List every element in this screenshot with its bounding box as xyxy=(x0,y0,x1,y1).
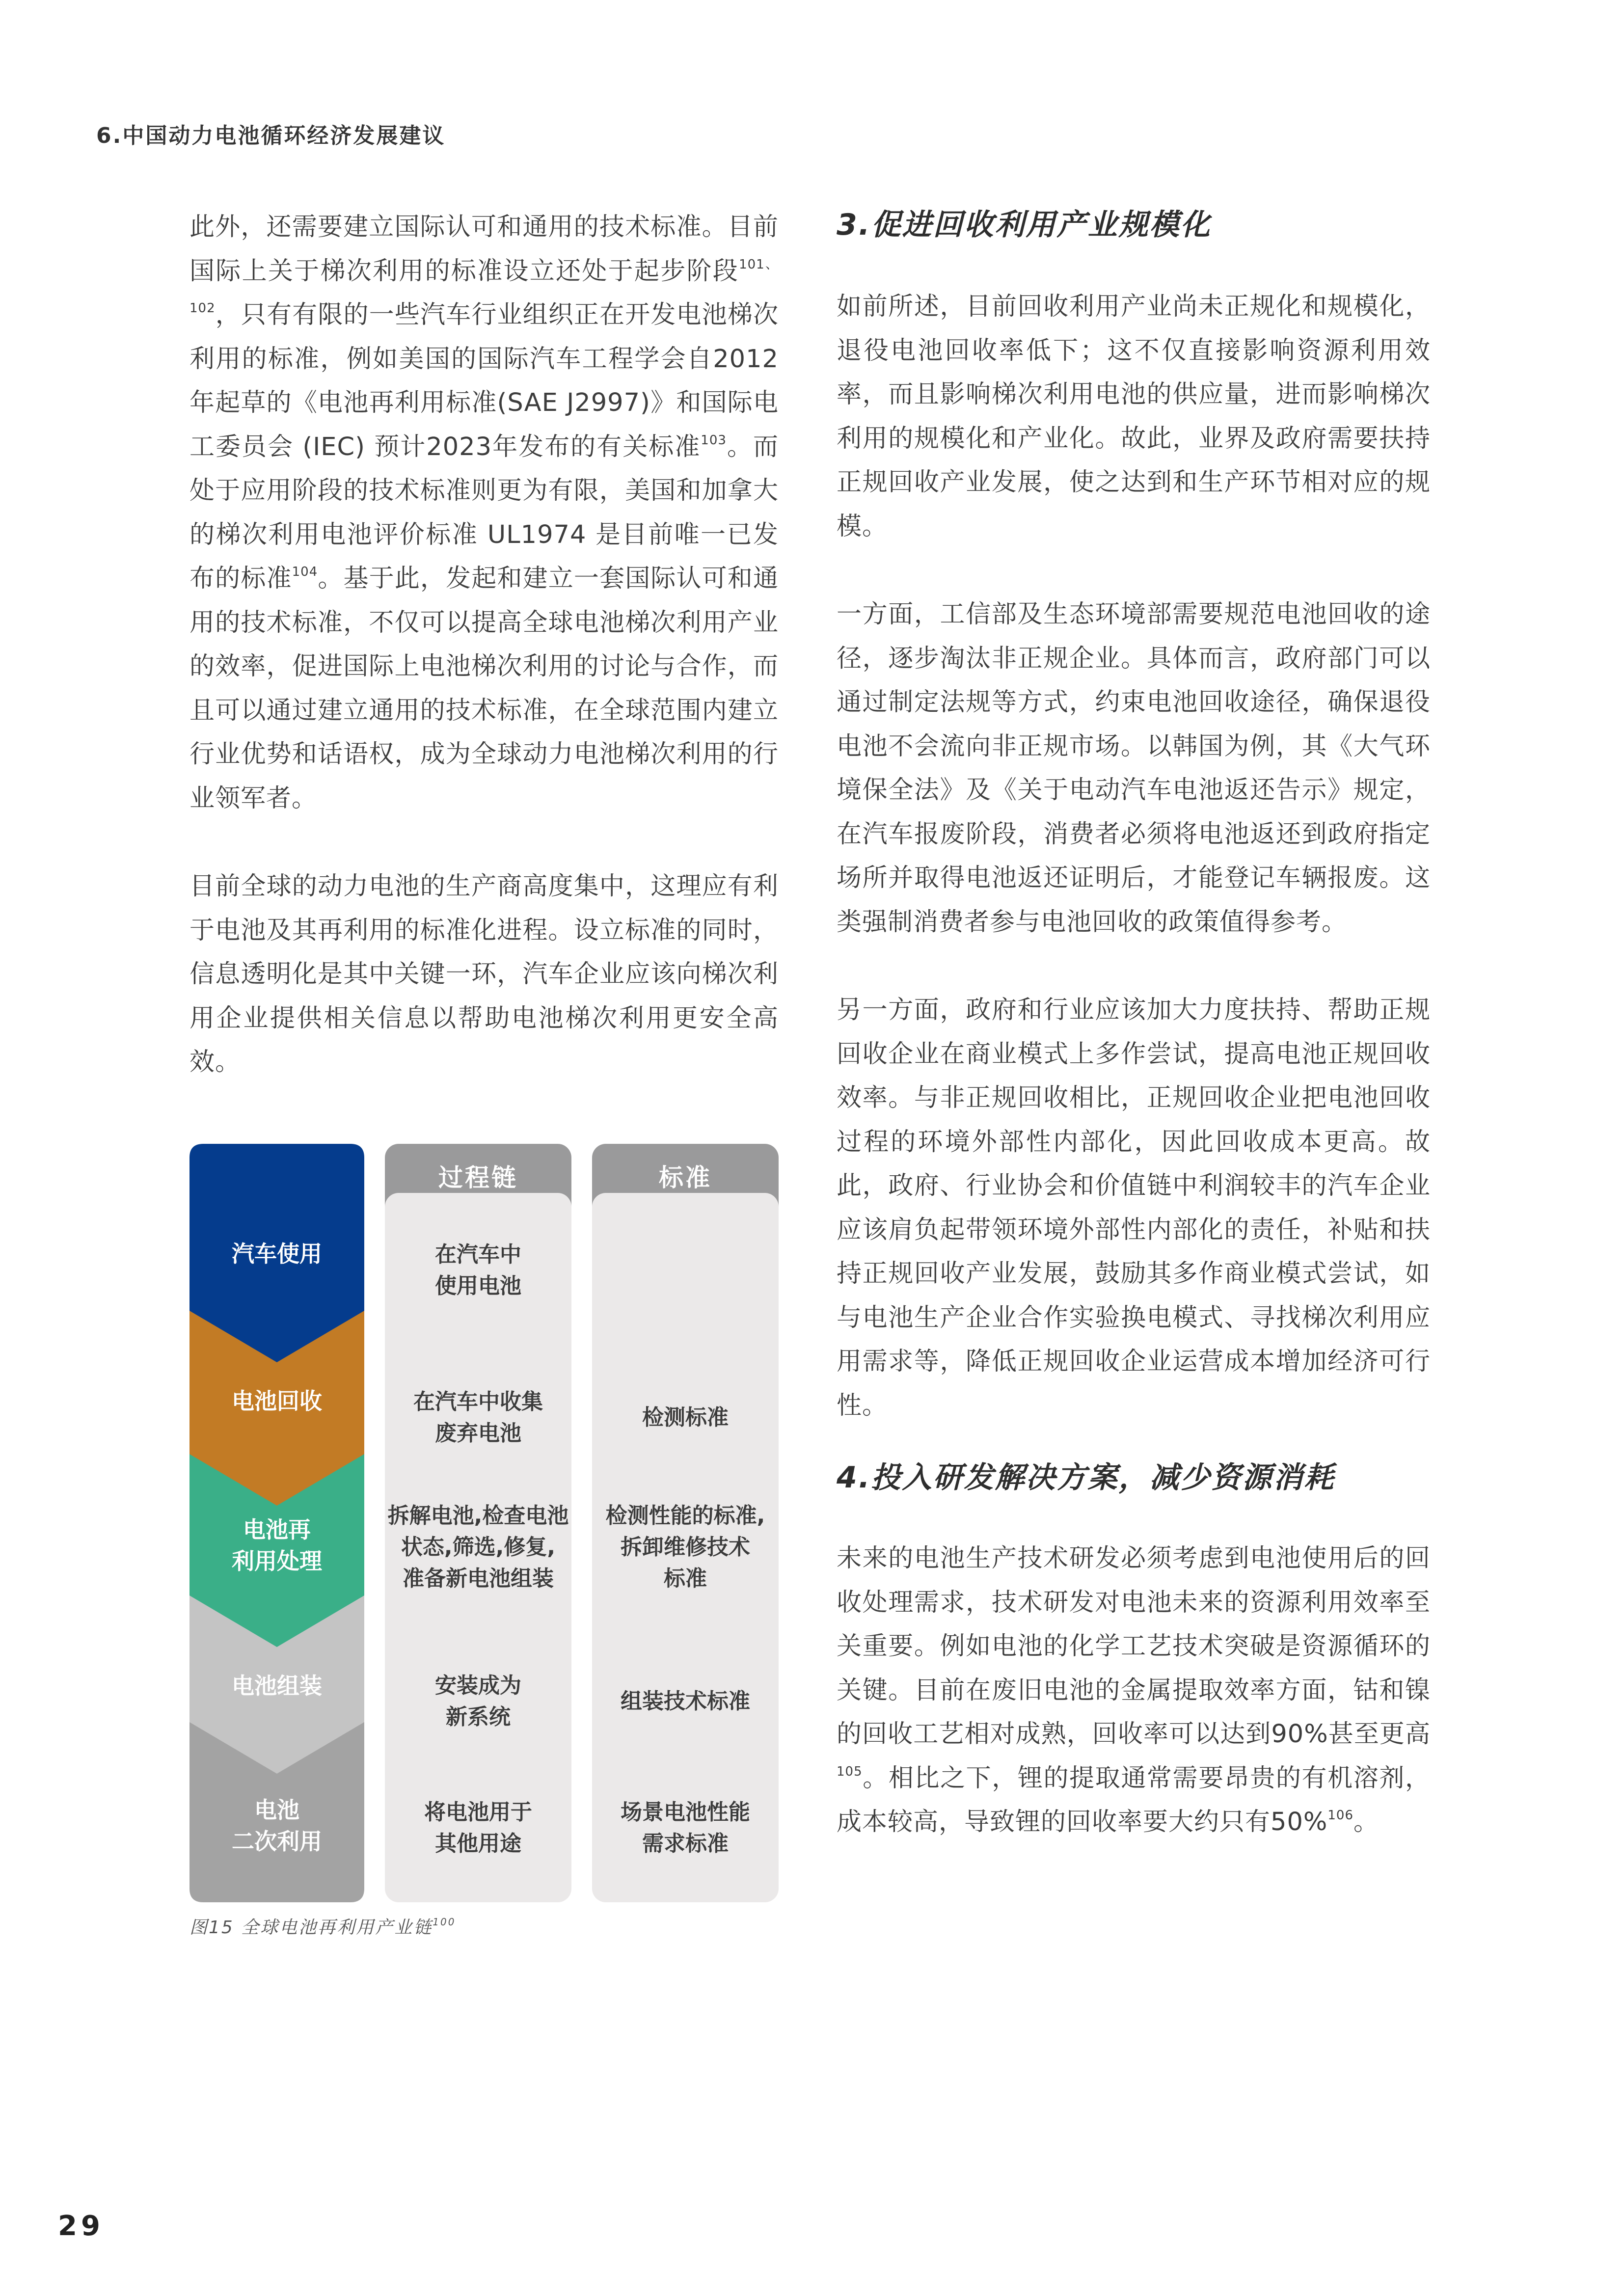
text-run: 未来的电池生产技术研发必须考虑到电池使用后的回收处理需求，技术研发对电池未来的资源利用效率至关重要。例如电池的化学工艺技术突破是资源循环的关键。目前在废旧电池的金属提取效率方面，钴和镍的回收工艺相对成熟，回收率可以达到90%甚至更高 xyxy=(837,1544,1431,1749)
text-run: 。 xyxy=(1353,1808,1380,1837)
figure-caption xyxy=(189,1914,456,1939)
process-cell-5: 将电池用于 其他用途 xyxy=(424,1800,532,1856)
section-heading-3: 3.促进回收利用产业规模化 xyxy=(837,208,1212,242)
right-column xyxy=(837,205,1431,1844)
footnote-ref[interactable]: 100 xyxy=(433,1916,456,1928)
stage-label-5: 电池 二次利用 xyxy=(232,1797,322,1855)
caption-text: 图15 全球电池再利用产业链 xyxy=(189,1918,433,1938)
text-run: 。相比之下，锂的提取通常需要昂贵的有机溶剂，成本较高，导致锂的回收率要大约只有50% xyxy=(837,1763,1431,1837)
text-run: ，只有有限的一些汽车行业组织正在开发电池梯次利用的标准，例如美国的国际汽车工程学会自2012年起草的《电池再利用标准(SAE J2997)》和国际电工委员会 (IEC) 预计2023年发布的有关标准 xyxy=(189,300,779,461)
page-number: 29 xyxy=(58,2210,104,2242)
section-heading-4: 4.投入研发解决方案，减少资源消耗 xyxy=(837,1460,1335,1495)
paragraph-producers: 目前全球的动力电池的生产商高度集中，这理应有利于电池及其再利用的标准化进程。设立标准的同时，信息透明化是其中关键一环，汽车企业应该向梯次利用企业提供相关信息以帮助电池梯次利用更安全高效。 xyxy=(189,872,779,1077)
column-header-standard: 标准 xyxy=(592,1144,779,1208)
text-run: 。基于此，发起和建立一套国际认可和通用的技术标准，不仅可以提高全球电池梯次利用产业的效率，促进国际上电池梯次利用的讨论与合作，而且可以通过建立通用的技术标准，在全球范围内建立行业优势和话语权，成为全球动力电池梯次利用的行业领军者。 xyxy=(189,564,779,813)
running-head: 6.中国动力电池循环经济发展建议 xyxy=(96,123,446,148)
stage-label-3: 电池再 利用处理 xyxy=(232,1516,322,1574)
left-column xyxy=(189,205,779,1084)
paragraph-scale: 如前所述，目前回收利用产业尚未正规化和规模化，退役电池回收率低下；这不仅直接影响资源利用效率，而且影响梯次利用电池的供应量，进而影响梯次利用的规模化和产业化。故此，业界及政府需要扶持正规回收产业发展，使之达到和生产环节相对应的规模。 xyxy=(837,292,1431,541)
column-header-process: 过程链 xyxy=(385,1144,571,1208)
process-cell-3: 拆解电池,检查电池 状态,筛选,修复, 准备新电池组装 xyxy=(387,1503,569,1591)
footnote-ref[interactable]: 103 xyxy=(701,432,727,448)
stage-label-4: 电池组装 xyxy=(232,1673,322,1699)
footnote-ref[interactable]: 104 xyxy=(292,565,318,579)
text-run: 。而处于应用阶段的技术标准则更为有限，美国和加拿大的梯次利用电池评价标准 UL1974 是目前唯一已发布的标准 xyxy=(189,432,779,593)
process-cell-2: 在汽车中收集 废弃电池 xyxy=(413,1389,543,1446)
paragraph-standards xyxy=(189,205,779,820)
footnote-ref[interactable]: 105 xyxy=(837,1764,863,1779)
process-cell-4: 安装成为 新系统 xyxy=(435,1673,521,1729)
paragraph-support: 另一方面，政府和行业应该加大力度扶持、帮助正规回收企业在商业模式上多作尝试，提高电池正规回收效率。与非正规回收相比，正规回收企业把电池回收过程的环境外部性内部化，因此回收成本更高。故此，政府、行业协会和价值链中利润较丰的汽车企业应该肩负起带领环境外部性内部化的责任，补贴和扶持正规回收产业发展，鼓励其多作商业模式尝试，如与电池生产企业合作实验换电模式、寻找梯次利用应用需求等，降低正规回收企业运营成本增加经济可行性。 xyxy=(837,996,1431,1420)
footnote-ref[interactable]: 101、102 xyxy=(189,257,779,316)
figure-battery-reuse-chain xyxy=(189,1144,779,1902)
footnote-ref[interactable]: 106 xyxy=(1327,1808,1353,1823)
paragraph-rnd xyxy=(837,1537,1431,1844)
stage-label-1: 汽车使用 xyxy=(232,1241,322,1267)
standard-cell-5: 场景电池性能 需求标准 xyxy=(621,1800,750,1856)
process-cell-1: 在汽车中 使用电池 xyxy=(435,1242,521,1298)
text-run: 此外，还需要建立国际认可和通用的技术标准。目前国际上关于梯次利用的标准设立还处于起步阶段 xyxy=(189,213,779,286)
stage-label-2: 电池回收 xyxy=(232,1388,322,1414)
standard-cell-4: 组装技术标准 xyxy=(621,1689,750,1714)
paragraph-regulate: 一方面，工信部及生态环境部需要规范电池回收的途径，逐步淘汰非正规企业。具体而言，政府部门可以通过制定法规等方式，约束电池回收途径，确保退役电池不会流向非正规市场。以韩国为例，其《大气环境保全法》及《关于电动汽车电池返还告示》规定，在汽车报废阶段，消费者必须将电池返还到政府指定场所并取得电池返还证明后，才能登记车辆报废。这类强制消费者参与电池回收的政策值得参考。 xyxy=(837,600,1431,937)
standard-cell-2: 检测标准 xyxy=(642,1405,729,1430)
standard-cell-3: 检测性能的标准, 拆卸维修技术 标准 xyxy=(605,1503,765,1591)
